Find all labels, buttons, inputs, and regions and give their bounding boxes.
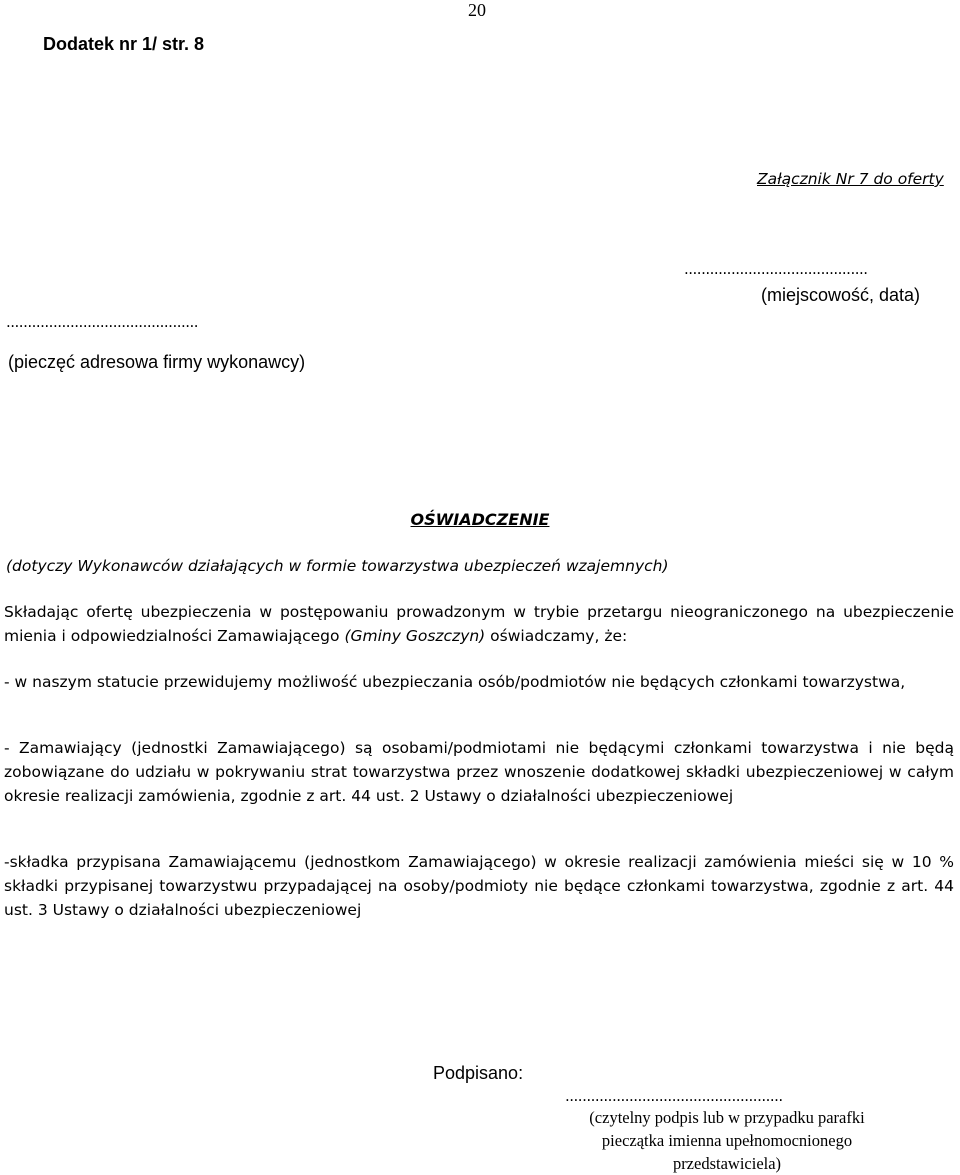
document-title: OŚWIADCZENIE — [410, 510, 550, 529]
stamp-label: (pieczęć adresowa firmy wykonawcy) — [8, 352, 306, 372]
signature-note: (czytelny podpis lub w przypadku parafki pieczątka imienna upełnomocnionego przedstawiciela) — [589, 1108, 865, 1173]
intro-paragraph — [4, 600, 954, 648]
statement-paragraph-3: -składka przypisana Zamawiającemu (jednostkom Zamawiającego) w okresie realizacji zamówienia mieści się w 10 % składki przypisanej towarzystwu przypadającej na osoby/podmioty nie będące członkami towarzystwa, zgodnie z art. 44 ust. 3 Ustawy o działalności ubezpieczeniowej — [4, 853, 954, 919]
place-date-label: (miejscowość, data) — [761, 285, 921, 305]
annex-label: Załącznik Nr 7 do oferty — [757, 170, 944, 188]
stamp-dots: ............................................. — [6, 313, 199, 331]
intro-entity-name: (Gminy Goszczyn) — [344, 627, 486, 645]
place-date-dots: ........................................... — [684, 260, 868, 278]
intro-text-1: Składając ofertę ubezpieczenia w postępowaniu prowadzonym w trybie przetargu nieograniczonego na ubezpieczenie mienia i odpowiedzialności Zamawiającego — [4, 603, 954, 645]
statement-paragraph-1: - w naszym statucie przewidujemy możliwość ubezpieczania osób/podmiotów nie będących członkami towarzystwa, — [4, 673, 906, 691]
document-subtitle: (dotyczy Wykonawców działających w formie towarzystwa ubezpieczeń wzajemnych) — [6, 557, 669, 575]
signature-dots: ................................................... — [565, 1087, 783, 1105]
header-title: Dodatek nr 1/ str. 8 — [43, 34, 205, 54]
signature-label: Podpisano: — [433, 1063, 524, 1083]
statement-paragraph-2: - Zamawiający (jednostki Zamawiającego) są osobami/podmiotami nie będącymi członkami towarzystwa i nie będą zobowiązane do udziału w pokrywaniu strat towarzystwa przez wnoszenie dodatkowej składki ubezpieczeniowej w całym okresie realizacji zamówienia, zgodnie z art. 44 ust. 2 Ustawy o działalności ubezpieczeniowej — [4, 739, 954, 805]
page-number: 20 — [468, 0, 486, 20]
intro-text-2: oświadczamy, że: — [485, 627, 628, 645]
